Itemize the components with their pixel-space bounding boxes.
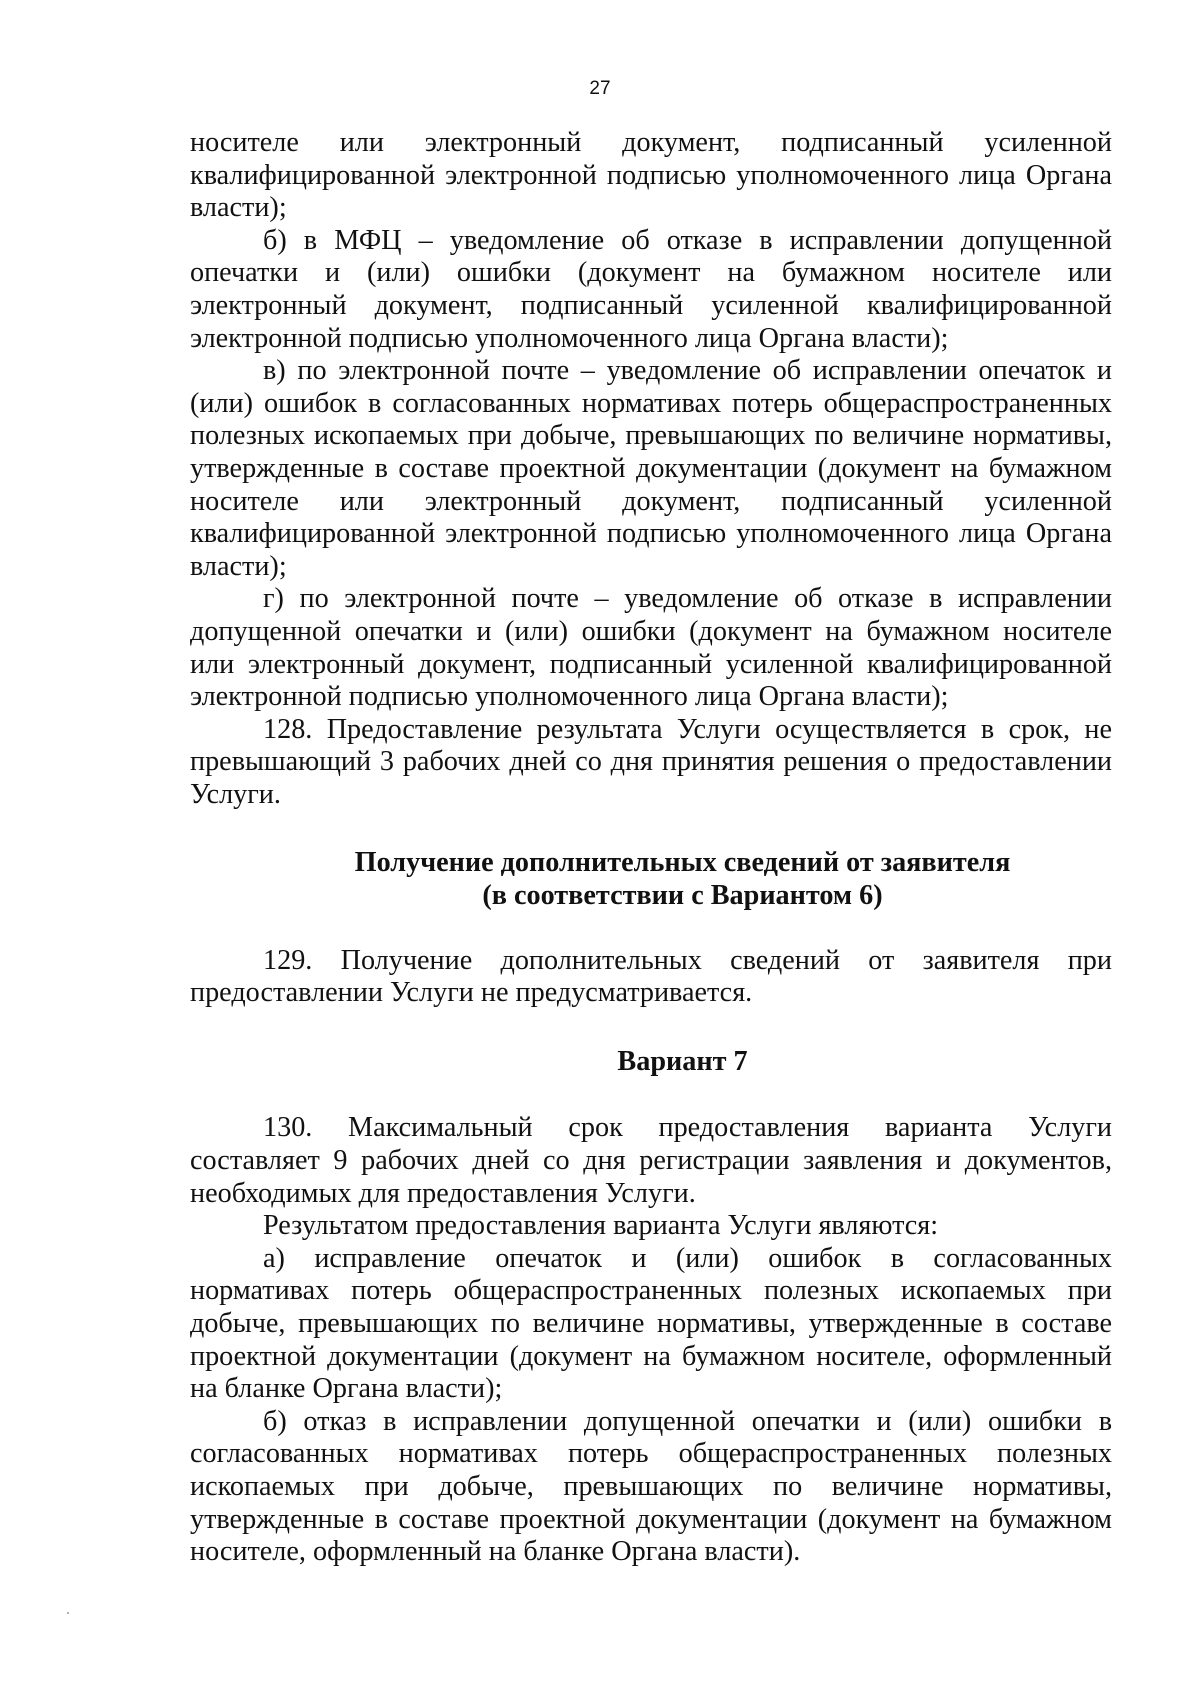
document-body [190,127,1112,1569]
paragraph [190,1406,1112,1569]
paragraph [190,225,1112,355]
text-line: добыче, превышающих по величине нормативы, утвержденные в составе [190,1308,1112,1339]
heading-line: Получение дополнительных сведений от заявителя [354,847,1011,879]
text-line: электронной подписью уполномоченного лица Органа власти); [190,681,949,713]
text-line: согласованных нормативах потерь общераспространенных полезных [190,1438,1112,1470]
text-line: власти); [190,550,287,582]
text-line: 129. Получение дополнительных сведений от заявителя при [263,944,1112,976]
text-line: а) исправление опечаток и (или) ошибок в согласованных [263,1242,1112,1274]
text-line: б) отказ в исправлении допущенной опечатки и (или) ошибки в [263,1405,1112,1437]
text-line: носителе или электронный документ, подписанный усиленной [190,127,1112,158]
text-line: на бланке Органа власти); [190,1373,503,1405]
text-line: допущенной опечатки и (или) ошибки (документ на бумажном носителе [190,615,1112,647]
text-line: квалифицированной электронной подписью уполномоченного лица Органа [190,159,1112,191]
text-line: Услуги. [190,778,281,810]
section-heading [190,1046,1112,1079]
text-line: проектной документации (документ на бумажном носителе, оформленный [190,1340,1112,1372]
text-line: 130. Максимальный срок предоставления варианта Услуги [263,1112,1112,1144]
text-line: полезных ископаемых при добыче, превышающих по величине нормативы, [190,420,1112,452]
text-line: носителе или электронный документ, подписанный усиленной [190,485,1112,517]
text-line: составляет 9 рабочих дней со дня регистрации заявления и документов, [190,1145,1112,1177]
text-line: б) в МФЦ – уведомление об отказе в исправлении допущенной [263,224,1112,256]
text-line: или электронный документ, подписанный усиленной квалифицированной [190,648,1112,680]
paragraph [190,1243,1112,1406]
paragraph [190,714,1112,812]
text-line: носителе, оформленный на бланке Органа власти). [190,1536,801,1568]
text-line: квалифицированной электронной подписью уполномоченного лица Органа [190,518,1112,550]
text-line: в) по электронной почте – уведомление об исправлении опечаток и [263,355,1112,387]
paragraph [190,583,1112,713]
heading-line: Вариант 7 [617,1045,748,1077]
paragraph [190,1112,1112,1210]
text-line: (или) ошибок в согласованных нормативах потерь общераспространенных [190,387,1112,419]
text-line: г) по электронной почте – уведомление об отказе в исправлении [263,583,1112,615]
text-line: власти); [190,192,287,224]
paragraph [190,1210,1112,1243]
text-line: нормативах потерь общераспространенных полезных ископаемых при [190,1275,1112,1307]
text-line: электронный документ, подписанный усиленной квалифицированной [190,289,1112,321]
page-number: 27 [589,78,611,99]
text-line: превышающий 3 рабочих дней со дня принятия решения о предоставлении [190,746,1112,778]
text-line: Результатом предоставления варианта Услуги являются: [263,1210,939,1242]
scan-speck [67,1612,69,1614]
paragraph [190,127,1112,225]
text-line: электронной подписью уполномоченного лица Органа власти); [190,322,949,354]
text-line: утвержденные в составе проектной документации (документ на бумажном [190,452,1112,484]
text-line: 128. Предоставление результата Услуги осуществляется в срок, не [263,713,1112,745]
text-line: ископаемых при добыче, превышающих по величине нормативы, [190,1470,1112,1502]
text-line: утвержденные в составе проектной документации (документ на бумажном [190,1503,1112,1535]
section-heading [190,847,1112,912]
heading-line: (в соответствии с Вариантом 6) [482,880,883,912]
paragraph [190,355,1112,583]
text-line: необходимых для предоставления Услуги. [190,1177,696,1209]
text-line: предоставлении Услуги не предусматривается. [190,977,753,1009]
paragraph [190,945,1112,1010]
text-line: опечатки и (или) ошибки (документ на бумажном носителе или [190,257,1112,289]
